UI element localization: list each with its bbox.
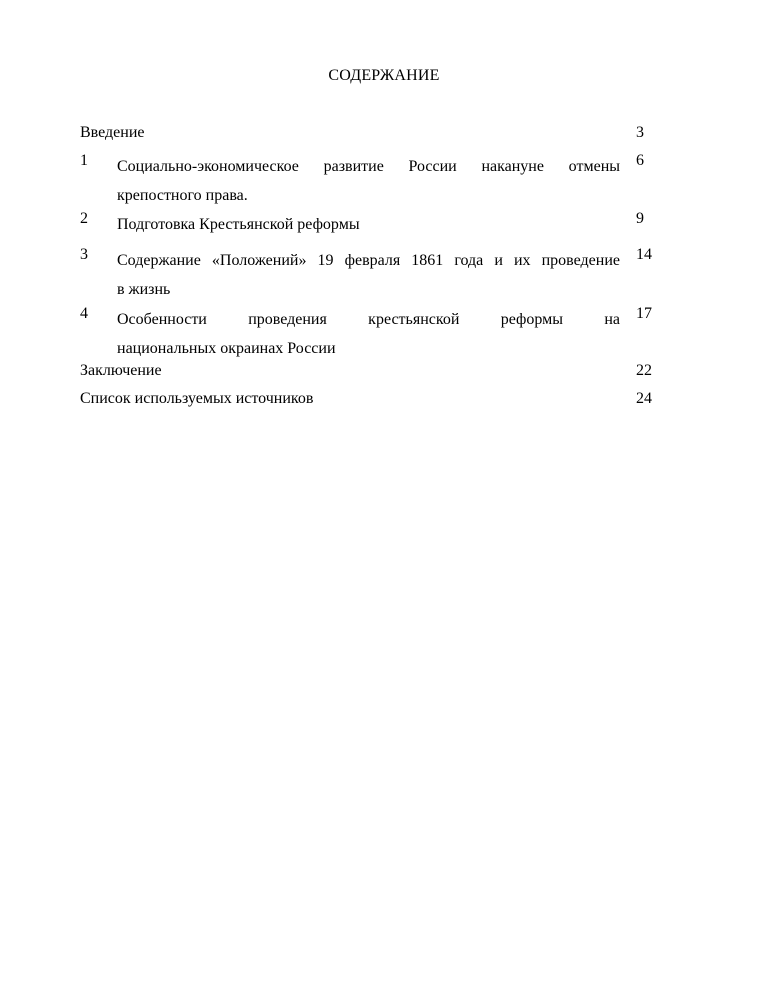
chapter-number: 1 bbox=[80, 152, 88, 169]
toc-page-number: 3 bbox=[636, 124, 644, 141]
chapter-title-line-2: крепостного права. bbox=[117, 187, 248, 204]
page-title: СОДЕРЖАНИЕ bbox=[328, 67, 440, 84]
chapter-title-line-1: Социально-экономическое развитие России накануне отмены bbox=[117, 158, 620, 175]
chapter-title-line-1: Особенности проведения крестьянской реформы на bbox=[117, 311, 620, 328]
chapter-title bbox=[117, 246, 620, 304]
toc-page-number: 24 bbox=[636, 390, 652, 407]
chapter-title-line-1: Подготовка Крестьянской реформы bbox=[117, 216, 360, 233]
chapter-title-line-2: в жизнь bbox=[117, 281, 171, 298]
toc-entry-label: Список используемых источников bbox=[80, 390, 314, 407]
chapter-title bbox=[117, 152, 620, 210]
chapter-title bbox=[117, 210, 620, 239]
toc-page-number: 17 bbox=[636, 305, 652, 322]
toc-page-number: 22 bbox=[636, 362, 652, 379]
chapter-number: 2 bbox=[80, 210, 88, 227]
toc-page-number: 6 bbox=[636, 152, 644, 169]
chapter-title-line-2: национальных окраинах России bbox=[117, 340, 336, 357]
toc-page-number: 14 bbox=[636, 246, 652, 263]
chapter-number: 3 bbox=[80, 246, 88, 263]
chapter-number: 4 bbox=[80, 305, 88, 322]
chapter-title-line-1: Содержание «Положений» 19 февраля 1861 года и их проведение bbox=[117, 252, 620, 269]
chapter-title bbox=[117, 305, 620, 363]
toc-entry-label: Заключение bbox=[80, 362, 162, 379]
toc-entry-label: Введение bbox=[80, 124, 145, 141]
toc-page-number: 9 bbox=[636, 210, 644, 227]
